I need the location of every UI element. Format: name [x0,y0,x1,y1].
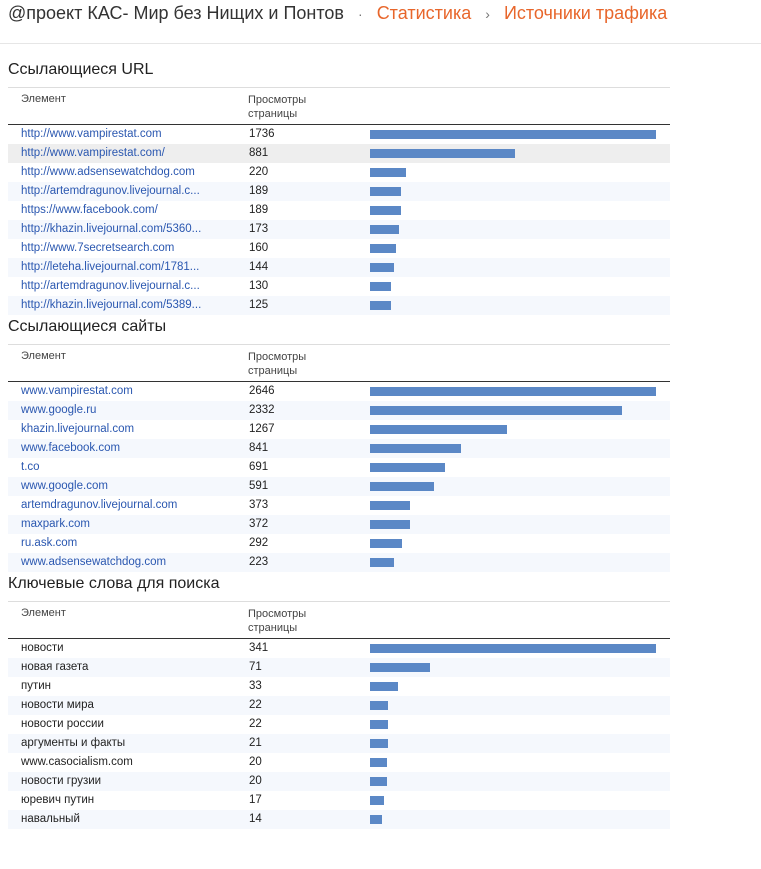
row-pageviews-value: 2332 [249,404,275,416]
pageviews-bar [370,644,656,653]
section-search-keywords [8,574,670,829]
table-row [8,734,670,753]
table-row [8,658,670,677]
row-pageviews-value: 130 [249,280,269,292]
table-body [8,382,670,572]
pageviews-bar [370,501,410,510]
table-body [8,639,670,829]
header-divider [0,43,761,44]
table-row[interactable] [8,553,670,572]
pageviews-bar [370,263,394,272]
row-link[interactable]: http://www.vampirestat.com/ [21,147,165,159]
row-label: новости мира [21,699,94,711]
row-link[interactable]: http://www.7secretsearch.com [21,242,175,254]
pageviews-bar [370,444,461,453]
row-pageviews-value: 20 [249,756,262,768]
table-row[interactable] [8,534,670,553]
pageviews-bar [370,720,388,729]
row-link[interactable]: artemdragunov.livejournal.com [21,499,178,511]
row-pageviews-value: 223 [249,556,269,568]
row-pageviews-value: 691 [249,461,269,473]
row-pageviews-value: 2646 [249,385,275,397]
table-row[interactable] [8,163,670,182]
pageviews-bar [370,796,384,805]
pageviews-bar [370,663,430,672]
table-row[interactable] [8,420,670,439]
column-header-views: Просмотры страницы [248,608,307,634]
pageviews-bar [370,225,399,234]
row-pageviews-value: 220 [249,166,269,178]
pageviews-bar [370,206,401,215]
row-link[interactable]: t.co [21,461,40,473]
pageviews-bar [370,130,656,139]
row-label: новости [21,642,64,654]
table-row[interactable] [8,458,670,477]
table-row[interactable] [8,239,670,258]
table-row[interactable] [8,144,670,163]
table-row [8,639,670,658]
pageviews-bar [370,425,507,434]
table-row[interactable] [8,258,670,277]
project-title: @проект КАС- Мир без Нищих и Понтов [8,3,344,23]
section-title: Ключевые слова для поиска [8,575,220,592]
table-row[interactable] [8,496,670,515]
row-link[interactable]: www.google.ru [21,404,97,416]
table-row [8,810,670,829]
row-pageviews-value: 841 [249,442,269,454]
row-pageviews-value: 292 [249,537,269,549]
table-header [8,87,670,125]
row-pageviews-value: 189 [249,185,269,197]
table-row[interactable] [8,201,670,220]
row-link[interactable]: ru.ask.com [21,537,78,549]
column-header-element: Элемент [21,350,66,362]
row-label: юревич путин [21,794,95,806]
breadcrumb-chevron: › [485,6,490,22]
row-pageviews-value: 1267 [249,423,275,435]
row-pageviews-value: 160 [249,242,269,254]
row-pageviews-value: 144 [249,261,269,273]
pageviews-bar [370,701,388,710]
row-link[interactable]: www.adsensewatchdog.com [21,556,167,568]
table-row [8,753,670,772]
pageviews-bar [370,520,410,529]
row-pageviews-value: 372 [249,518,269,530]
row-pageviews-value: 1736 [249,128,275,140]
row-pageviews-value: 14 [249,813,262,825]
row-link[interactable]: http://www.vampirestat.com [21,128,162,140]
table-row[interactable] [8,382,670,401]
row-pageviews-value: 21 [249,737,262,749]
row-link[interactable]: maxpark.com [21,518,91,530]
row-pageviews-value: 591 [249,480,269,492]
table-row[interactable] [8,296,670,315]
table-row[interactable] [8,515,670,534]
table-header [8,344,670,382]
pageviews-bar [370,758,387,767]
row-link[interactable]: http://khazin.livejournal.com/5360... [21,223,202,235]
row-pageviews-value: 125 [249,299,269,311]
pageviews-bar [370,482,434,491]
column-header-element: Элемент [21,607,66,619]
pageviews-bar [370,815,382,824]
row-label: новая газета [21,661,89,673]
table-row[interactable] [8,182,670,201]
pageviews-bar [370,187,401,196]
pageviews-bar [370,739,388,748]
breadcrumb-traffic-sources-link[interactable]: Источники трафика [503,3,668,23]
pageviews-bar [370,282,391,291]
pageviews-bar [370,406,622,415]
row-label: аргументы и факты [21,737,126,749]
column-header-element: Элемент [21,93,66,105]
table-row[interactable] [8,125,670,144]
table-row [8,791,670,810]
table-body [8,125,670,315]
section-referring-sites [8,317,670,572]
row-pageviews-value: 881 [249,147,269,159]
column-header-views: Просмотры страницы [248,351,307,377]
row-pageviews-value: 17 [249,794,262,806]
row-pageviews-value: 22 [249,699,262,711]
row-link[interactable]: http://artemdragunov.livejournal.c... [21,280,200,292]
table-header [8,601,670,639]
table-row[interactable] [8,439,670,458]
table-row [8,696,670,715]
row-link[interactable]: https://www.facebook.com/ [21,204,158,216]
row-link[interactable]: http://khazin.livejournal.com/5389... [21,299,202,311]
row-pageviews-value: 33 [249,680,262,692]
row-label: путин [21,680,52,692]
breadcrumb-separator: · [358,6,363,22]
row-label: новости грузии [21,775,102,787]
pageviews-bar [370,463,445,472]
table-row[interactable] [8,401,670,420]
pageviews-bar [370,387,656,396]
pageviews-bar [370,149,515,158]
row-pageviews-value: 189 [249,204,269,216]
pageviews-bar [370,558,394,567]
row-link[interactable]: www.google.com [21,480,108,492]
row-label: навальный [21,813,80,825]
pageviews-bar [370,777,387,786]
pageviews-bar [370,244,396,253]
breadcrumb-statistics-link[interactable]: Статистика [376,3,472,23]
row-link[interactable]: khazin.livejournal.com [21,423,135,435]
table-row [8,772,670,791]
row-pageviews-value: 20 [249,775,262,787]
row-pageviews-value: 173 [249,223,269,235]
row-link[interactable]: www.vampirestat.com [21,385,133,397]
table-row [8,715,670,734]
row-pageviews-value: 22 [249,718,262,730]
row-link[interactable]: http://artemdragunov.livejournal.c... [21,185,200,197]
table-row[interactable] [8,220,670,239]
row-label: www.casocialism.com [21,756,133,768]
pageviews-bar [370,682,398,691]
row-link[interactable]: www.facebook.com [21,442,121,454]
section-title: Ссылающиеся URL [8,61,154,78]
table-row[interactable] [8,277,670,296]
row-link[interactable]: http://www.adsensewatchdog.com [21,166,195,178]
row-pageviews-value: 373 [249,499,269,511]
section-title: Ссылающиеся сайты [8,318,167,335]
pageviews-bar [370,301,391,310]
row-pageviews-value: 71 [249,661,262,673]
column-header-views: Просмотры страницы [248,94,307,120]
table-row [8,677,670,696]
row-link[interactable]: http://leteha.livejournal.com/1781... [21,261,200,273]
row-pageviews-value: 341 [249,642,269,654]
page-header [8,2,667,28]
pageviews-bar [370,168,406,177]
section-referring-urls [8,60,670,315]
pageviews-bar [370,539,402,548]
table-row[interactable] [8,477,670,496]
row-label: новости россии [21,718,104,730]
